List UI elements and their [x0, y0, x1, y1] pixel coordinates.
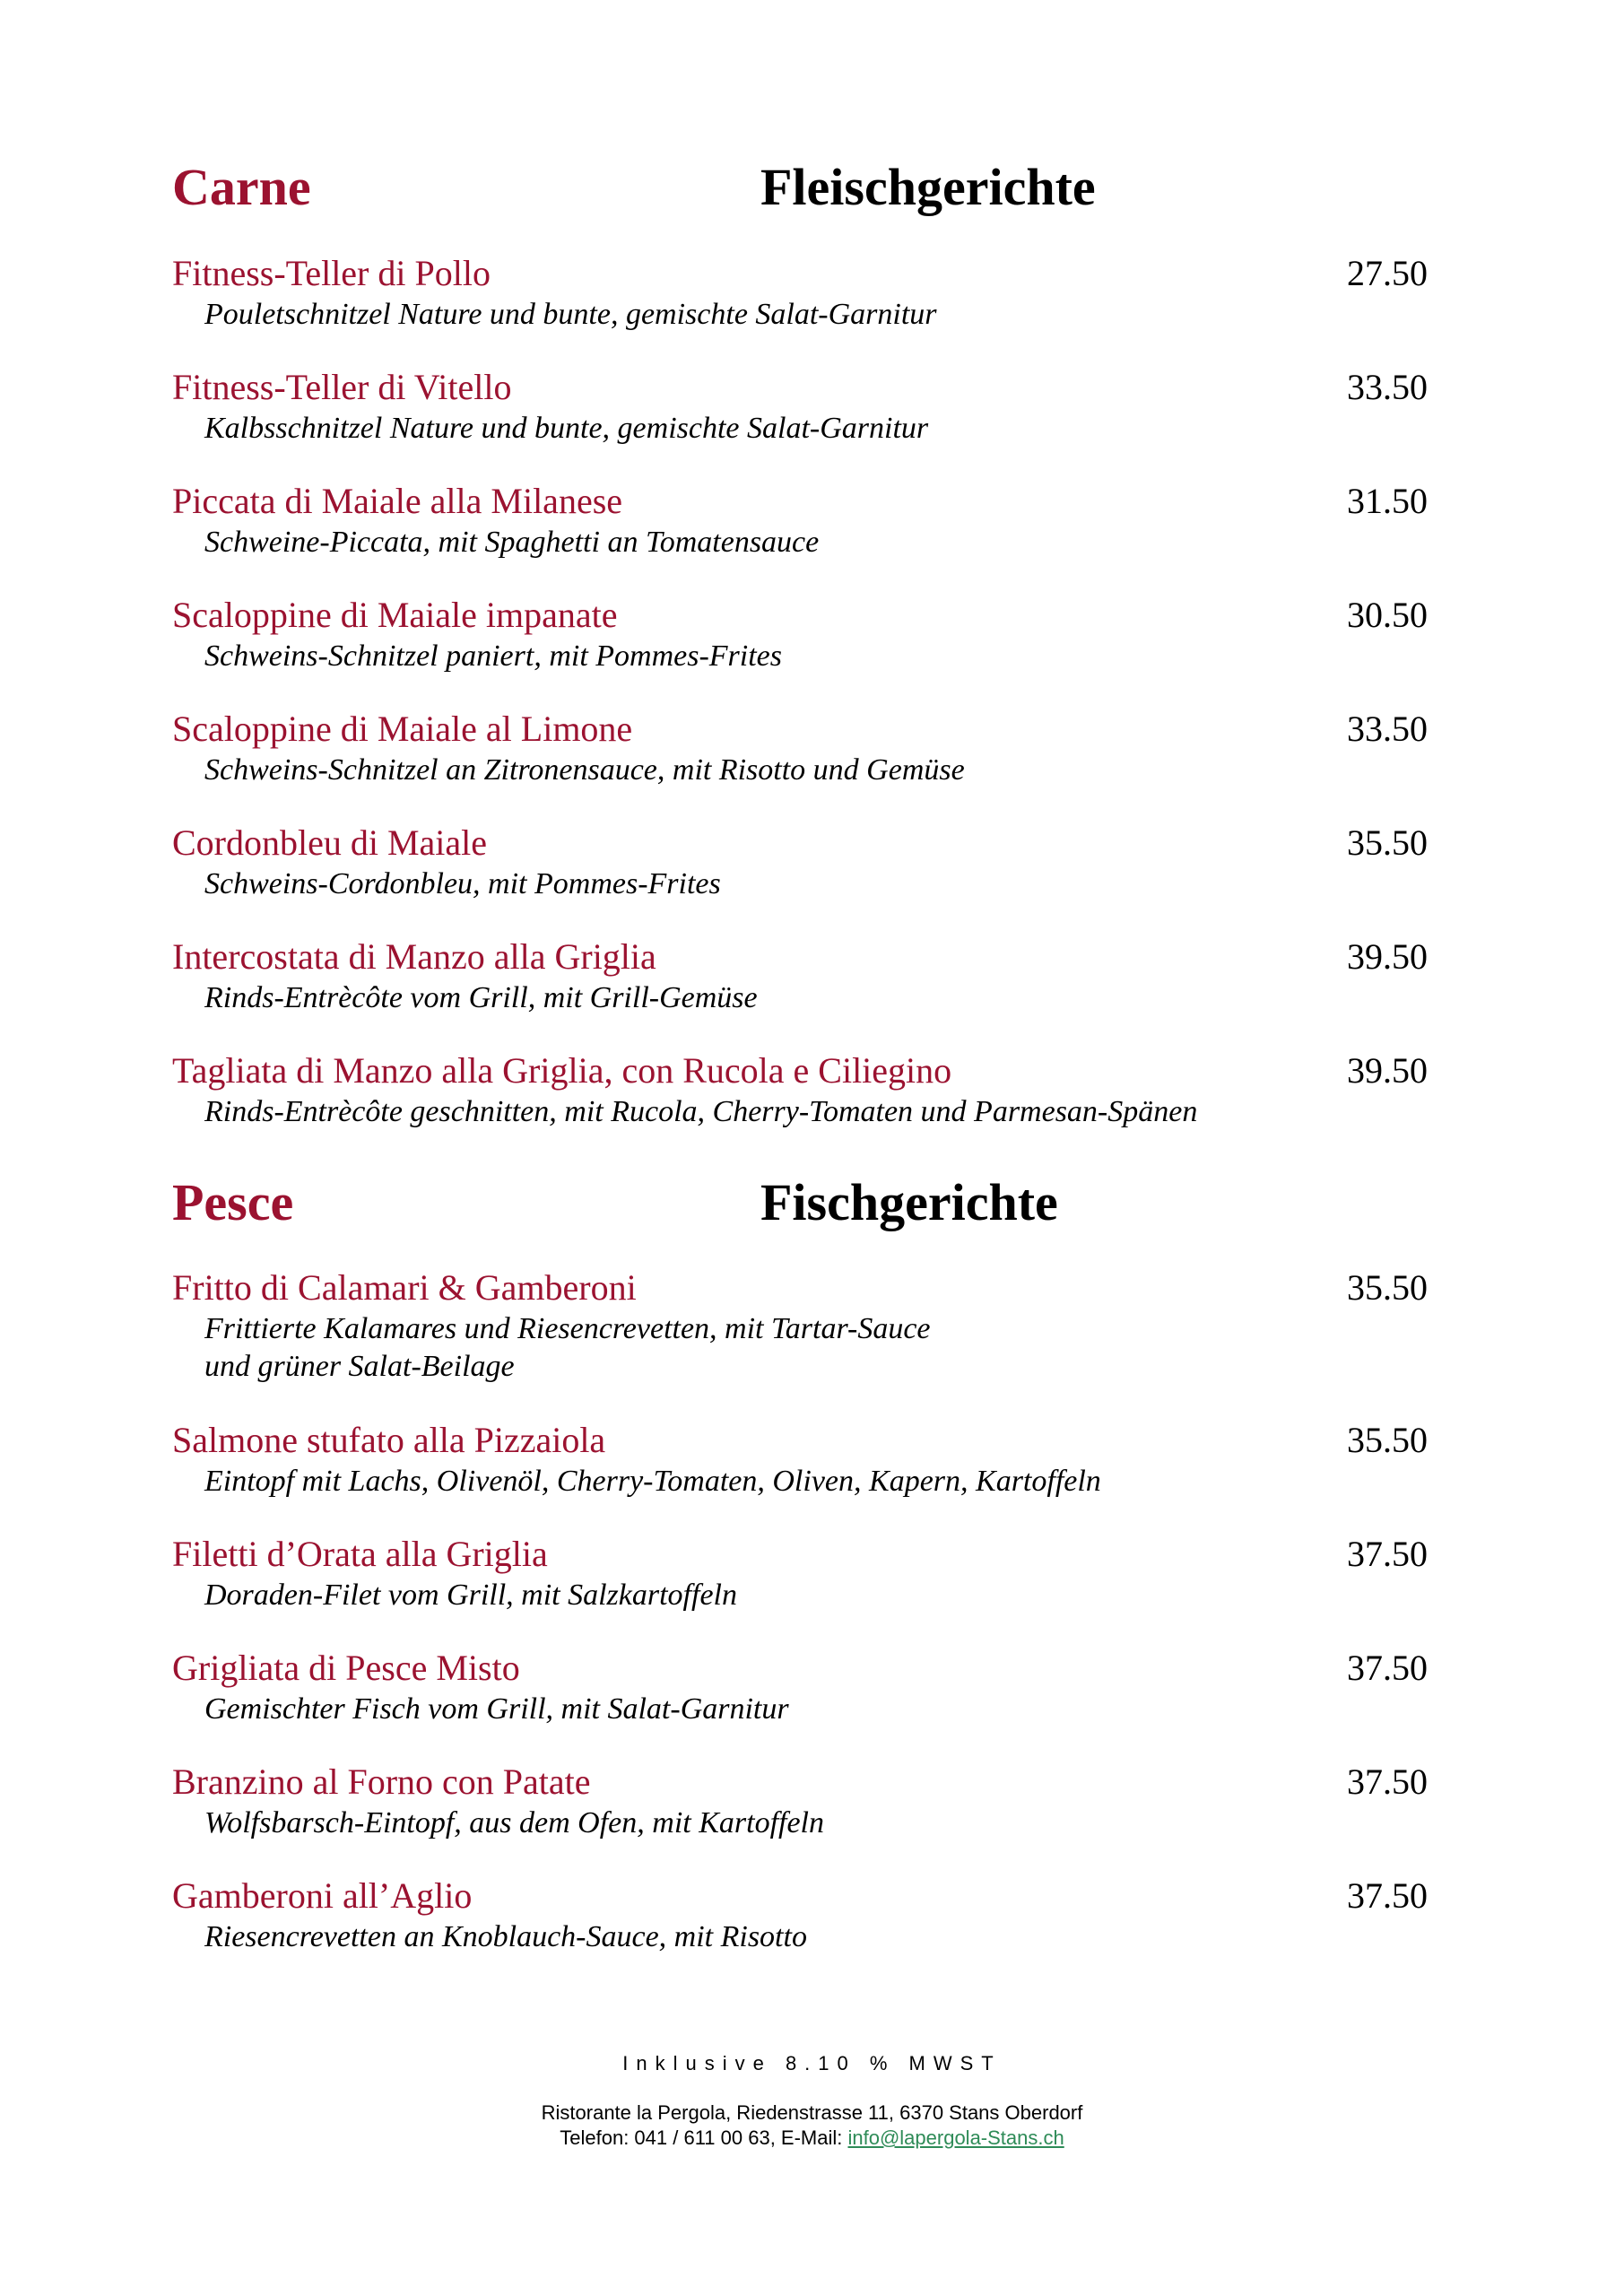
item-name: Gamberoni all’Aglio [172, 1875, 473, 1916]
vat-notice: Inklusive 8.10 % MWST [622, 2052, 1002, 2074]
item-name: Piccata di Maiale alla Milanese [172, 481, 623, 521]
restaurant-contact [0, 2100, 1624, 2151]
item-name: Salmone stufato alla Pizzaiola [172, 1420, 606, 1460]
item-description: Schweins-Schnitzel an Zitronensauce, mit Risotto und Gemüse [204, 753, 965, 787]
item-description: Schweins-Cordonbleu, mit Pommes-Frites [204, 867, 721, 900]
item-price: 31.50 [1347, 481, 1428, 521]
item-name: Cordonbleu di Maiale [172, 822, 488, 863]
item-price: 39.50 [1347, 1050, 1428, 1091]
item-description: Frittierte Kalamares und Riesencrevetten, mit Tartar-Sauce [204, 1312, 931, 1345]
item-description: Pouletschnitzel Nature und bunte, gemischte Salat-Garnitur [204, 298, 937, 331]
item-price: 33.50 [1347, 367, 1428, 407]
item-price: 37.50 [1347, 1648, 1428, 1688]
item-price: 35.50 [1347, 1420, 1428, 1460]
item-price: 35.50 [1347, 1267, 1428, 1308]
section-title-de: Fischgerichte [760, 1173, 1058, 1231]
item-price: 35.50 [1347, 822, 1428, 863]
item-name: Grigliata di Pesce Misto [172, 1648, 520, 1688]
section-title-it: Pesce [172, 1173, 294, 1231]
item-name: Fitness-Teller di Vitello [172, 367, 512, 407]
item-description: Schweine-Piccata, mit Spaghetti an Tomatensauce [204, 526, 820, 559]
contact-line [0, 2126, 1624, 2151]
item-price: 27.50 [1347, 253, 1428, 293]
item-description: Eintopf mit Lachs, Olivenöl, Cherry-Tomaten, Oliven, Kapern, Kartoffeln [204, 1465, 1101, 1498]
item-price: 39.50 [1347, 936, 1428, 977]
section-title-de: Fleischgerichte [760, 158, 1096, 216]
item-name: Fritto di Calamari & Gamberoni [172, 1267, 637, 1308]
item-description: Doraden-Filet vom Grill, mit Salzkartoffeln [204, 1578, 737, 1612]
item-description: Riesencrevetten an Knoblauch-Sauce, mit Risotto [204, 1920, 807, 1953]
item-name: Branzino al Forno con Patate [172, 1761, 591, 1802]
section-title-it: Carne [172, 158, 311, 216]
item-description: und grüner Salat-Beilage [204, 1350, 515, 1383]
item-price: 30.50 [1347, 595, 1428, 635]
item-name: Tagliata di Manzo alla Griglia, con Rucola e Ciliegino [172, 1050, 952, 1091]
item-description: Schweins-Schnitzel paniert, mit Pommes-Frites [204, 639, 783, 673]
item-price: 37.50 [1347, 1534, 1428, 1574]
address-line: Ristorante la Pergola, Riedenstrasse 11, 6370 Stans Oberdorf [541, 2101, 1083, 2124]
item-price: 37.50 [1347, 1761, 1428, 1802]
item-name: Intercostata di Manzo alla Griglia [172, 936, 656, 977]
item-name: Scaloppine di Maiale impanate [172, 595, 618, 635]
item-description: Rinds-Entrècôte vom Grill, mit Grill-Gemüse [204, 981, 758, 1014]
item-price: 37.50 [1347, 1875, 1428, 1916]
item-name: Scaloppine di Maiale al Limone [172, 709, 633, 749]
item-name: Fitness-Teller di Pollo [172, 253, 491, 293]
item-description: Kalbsschnitzel Nature und bunte, gemischte Salat-Garnitur [204, 412, 929, 445]
item-description: Wolfsbarsch-Eintopf, aus dem Ofen, mit Kartoffeln [204, 1806, 825, 1839]
phone-text: Telefon: 041 / 611 00 63, E-Mail: [560, 2126, 848, 2149]
item-price: 33.50 [1347, 709, 1428, 749]
email-link[interactable]: info@lapergola-Stans.ch [847, 2126, 1064, 2149]
item-description: Gemischter Fisch vom Grill, mit Salat-Garnitur [204, 1692, 789, 1726]
item-description: Rinds-Entrècôte geschnitten, mit Rucola, Cherry-Tomaten und Parmesan-Spänen [204, 1095, 1198, 1128]
item-name: Filetti d’Orata alla Griglia [172, 1534, 548, 1574]
